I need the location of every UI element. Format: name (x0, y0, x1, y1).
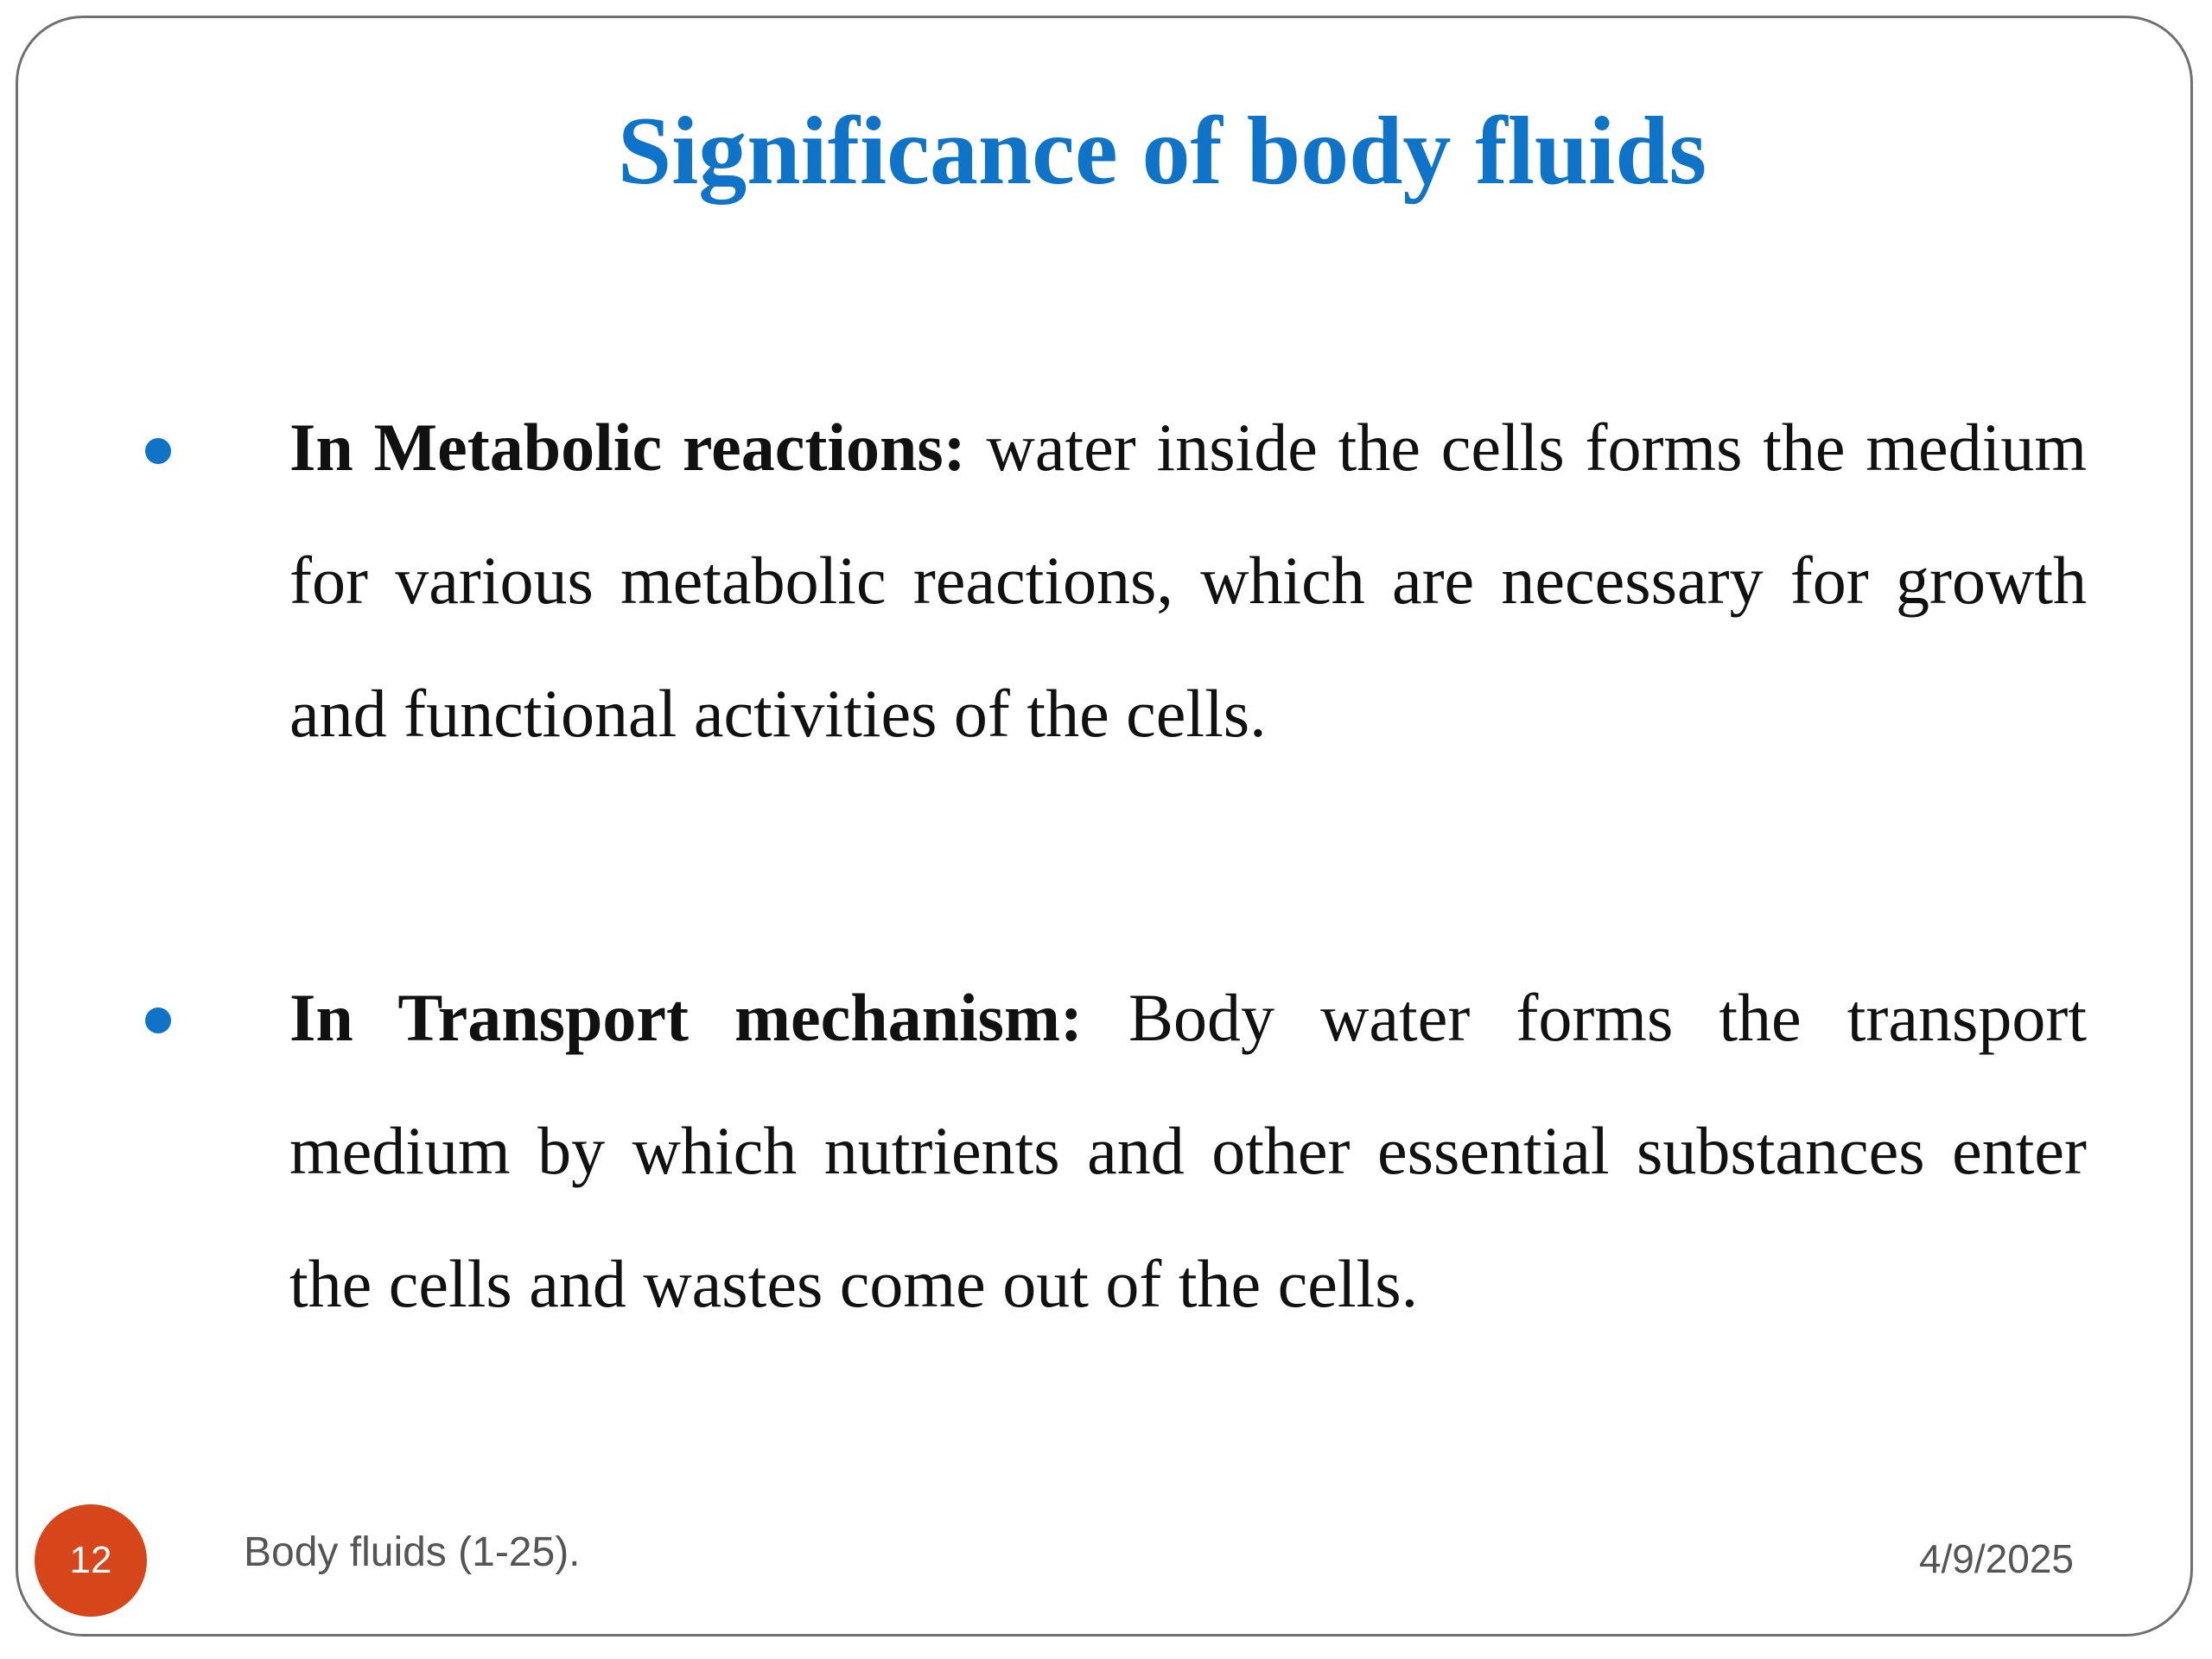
bullet-paragraph (289, 381, 2087, 780)
slide-title: Significance of body fluids (617, 98, 1707, 205)
slide-frame (16, 16, 2193, 1637)
footer-title: Body fluids (1-25). (244, 1529, 581, 1575)
bullet-heading: In Transport mechanism: (289, 980, 1083, 1055)
bullet-body: Body water forms the transport medium by which nutrients and other essential substances enter the cells and wastes come out of the cells. (289, 980, 2088, 1321)
page-number-badge: 12 (35, 1504, 147, 1617)
bullet-dot-icon (145, 438, 171, 464)
bullet-heading: In Metabolic reactions: (289, 410, 966, 485)
bullet-paragraph (289, 951, 2087, 1351)
footer-date: 4/9/2025 (1918, 1536, 2074, 1581)
bullet-dot-icon (145, 1007, 171, 1033)
bullet-body: water inside the cells forms the medium for various metabolic reactions, which are necessary for growth and functional activities of the cells. (289, 410, 2087, 751)
